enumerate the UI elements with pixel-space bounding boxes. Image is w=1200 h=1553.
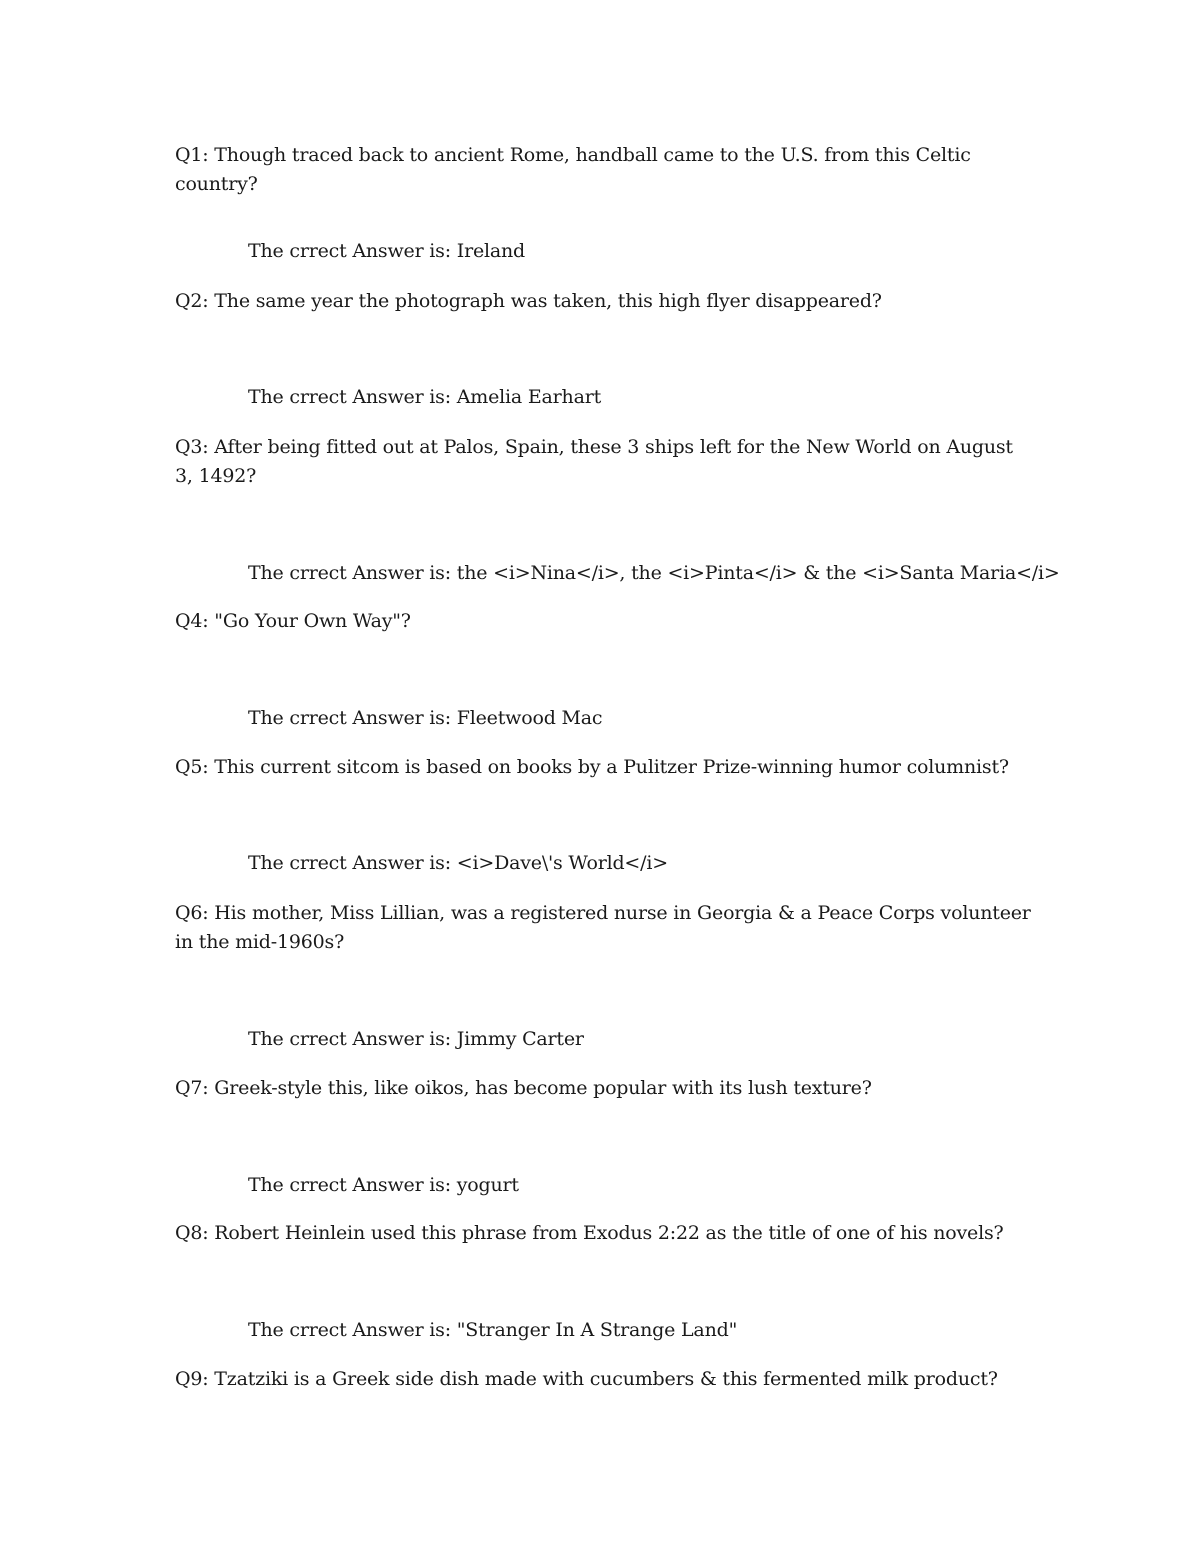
- question-8: Q8: Robert Heinlein used this phrase from Exodus 2:22 as the title of one of his novels?: [175, 1222, 1004, 1244]
- question-4: Q4: "Go Your Own Way"?: [175, 610, 411, 632]
- question-7: Q7: Greek-style this, like oikos, has become popular with its lush texture?: [175, 1077, 872, 1099]
- question-5: Q5: This current sitcom is based on books by a Pulitzer Prize-winning humor columnist?: [175, 756, 1009, 778]
- answer-4: The crrect Answer is: Fleetwood Mac: [248, 707, 603, 729]
- answer-5: The crrect Answer is: <i>Dave\'s World</i>: [248, 852, 668, 874]
- question-3: Q3: After being fitted out at Palos, Spain, these 3 ships left for the New World on August 3, 1492?: [175, 436, 1013, 487]
- answer-1: The crrect Answer is: Ireland: [248, 240, 526, 262]
- question-1: Q1: Though traced back to ancient Rome, handball came to the U.S. from this Celtic country?: [175, 144, 971, 195]
- answer-6: The crrect Answer is: Jimmy Carter: [248, 1028, 584, 1050]
- question-9: Q9: Tzatziki is a Greek side dish made with cucumbers & this fermented milk product?: [175, 1368, 998, 1390]
- answer-3: The crrect Answer is: the <i>Nina</i>, the <i>Pinta</i> & the <i>Santa Maria</i>: [248, 562, 1060, 584]
- answer-7: The crrect Answer is: yogurt: [248, 1174, 519, 1196]
- answer-8: The crrect Answer is: "Stranger In A Strange Land": [248, 1319, 738, 1341]
- answer-2: The crrect Answer is: Amelia Earhart: [248, 386, 602, 408]
- question-2: Q2: The same year the photograph was taken, this high flyer disappeared?: [175, 290, 882, 312]
- question-6: Q6: His mother, Miss Lillian, was a registered nurse in Georgia & a Peace Corps volunteer in the mid-1960s?: [175, 902, 1031, 953]
